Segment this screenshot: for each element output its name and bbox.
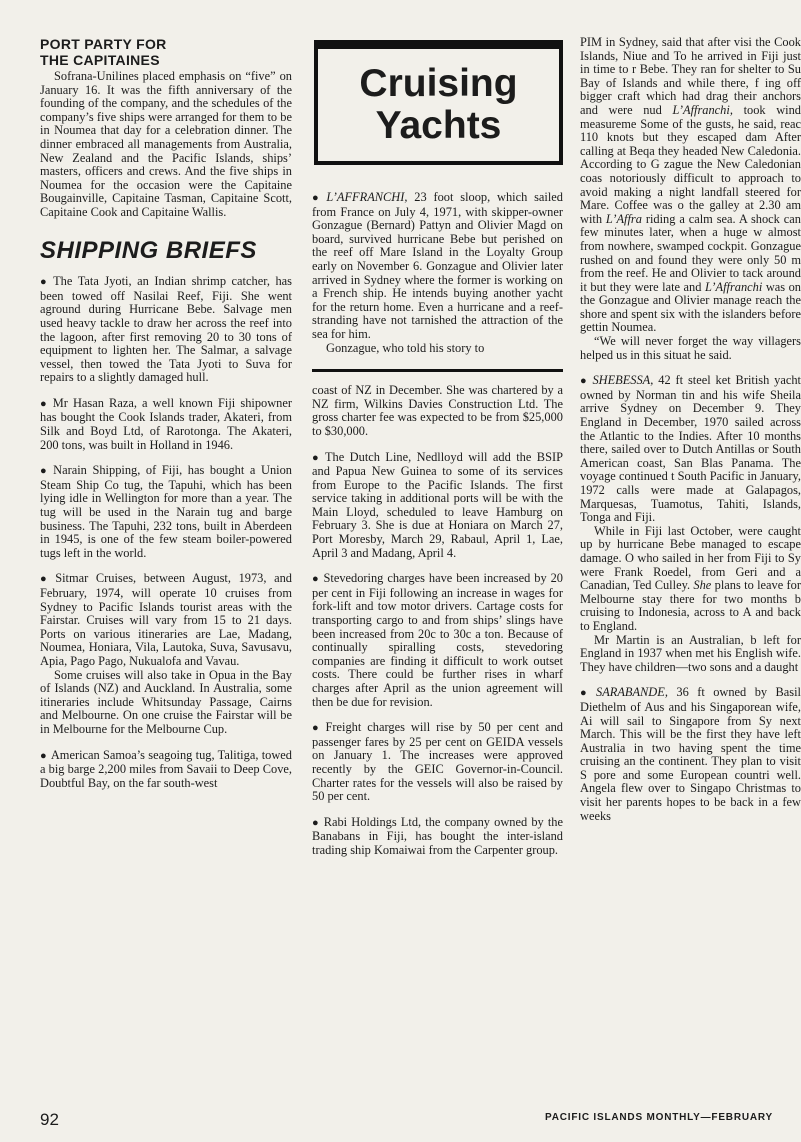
- brief-item: ● Sitmar Cruises, between August, 1973, and February, 1974, will operate 10 cruises from Sydney to Pacific Islands tourist areas with the Fairstar. Cruises will vary from 15 to 21 days. Ports on various itineraries are Lae, Madang, Noumea, Honiara, Vila, Lautoka, Suva, Savusavu, Apia, Pago Pago, Nukualofa and Vavau.: [40, 571, 292, 668]
- brief-item: ● Mr Hasan Raza, a well known Fiji shipowner has bought the Cook Islands trader, Akateri, from Silk and Boyd Ltd, of Rarotonga. The Akateri, 200 tons, was built in Holland in 1946.: [40, 395, 292, 452]
- bullet-icon: ●: [312, 722, 322, 735]
- column-middle: [312, 36, 563, 1056]
- port-party-heading: [40, 36, 292, 68]
- heading-line-1: PORT PARTY FOR: [40, 36, 167, 52]
- bullet-icon: ●: [40, 465, 50, 478]
- yacht-item-continued: Mr Martin is an Australian, b left for England in 1937 when met his English wife. They have children—two sons and a daught: [580, 632, 801, 674]
- yacht-item: ● SARABANDE, 36 ft owned by Basil Diethelm of Aus and his Singaporean wife, Ai will sail to Singapore from Sy next March. This will be the first they have left Australia in two having spent the time cruising an the continent. They plan to visit S pore and some European countri well. Angela flew over to Singapo Christmas to visit her parents hopes to be back in a few weeks: [580, 685, 801, 823]
- page-number: 92: [40, 1110, 59, 1129]
- bullet-icon: ●: [40, 276, 50, 289]
- brief-item: ● Narain Shipping, of Fiji, has bought a Union Steam Ship Co tug, the Tapuhi, which has been lying idle in Wellington for more than a year. The tug will be used in the Narain tug and barge business. The Tapuhi, 232 tons, built in Aberdeen in 1945, is one of the few steam boiler-powered tugs left in the world.: [40, 463, 292, 560]
- yacht-item-continued: Gonzague, who told his story to: [326, 340, 485, 355]
- bullet-icon: ●: [40, 397, 49, 410]
- section-divider: [312, 369, 563, 372]
- cruising-yachts-title-box: [314, 40, 563, 165]
- brief-item: ● The Tata Jyoti, an Indian shrimp catcher, has been towed off Nasilai Reef, Fiji. She went aground during Hurricane Bebe. Salvage men used heavy tackle to draw her across the reef into the lagoon, after first removing 20 to 30 tons of equipment to lighten her. The Salmar, a salvage vessel, then towed the Tata Jyoti to Suva for repairs to a slightly damaged hull.: [40, 274, 292, 385]
- port-party-article: Sofrana-Unilines placed emphasis on “five” on January 16. It was the fifth anniversary of the founding of the company, and the schedules of the company’s five ships were arranged for them to be in Noumea that day for a celebration dinner. The dinner embraced all managements from Australia, New Zealand and the Pacific Islands, ships’ masters, officers and crews. And the five ships in Noumea for the occasion were the Capitaine Bougainville, Capitaine Tasman, Capitaine Scott, Capitaine Cook and Capitaine Wallis.: [40, 69, 292, 219]
- yacht-quote: “We will never forget the way villagers helped us in this situat he said.: [580, 334, 801, 362]
- brief-item: ● Freight charges will rise by 50 per cent and passenger fares by 25 per cent on GEIDA vessels on January 1. The increases were approved recently by the GEIC Governor-in-Council. Charter rates for the vessels will also be raised by 50 per cent.: [312, 720, 563, 804]
- bullet-icon: ●: [580, 375, 589, 388]
- yacht-name: SARABANDE,: [596, 685, 668, 700]
- yacht-item-continued: While in Fiji last October, were caught up by hurricane Bebe managed to escape damage. O who sailed in her from Fiji to Sy were Frank Roedel, from Geri and a Canadian, Ted Culley. She plans to leave for Melbourne stay there for two months b cruising to Indonesia, across to A and back to England.: [580, 523, 801, 633]
- brief-item: ● The Dutch Line, Nedlloyd will add the BSIP and Papua New Guinea to some of its services from Europe to the Pacific Islands. The first service taking in additional ports will be with the Main Lloyd, scheduled to leave Hamburg on February 3. She is due at Honiara on March 27, Port Moresby, March 29, Rabaul, April 1, Lae, April 3 and Madang, April 4.: [312, 449, 563, 560]
- column-left: [40, 36, 292, 1056]
- shipping-briefs-heading: SHIPPING BRIEFS: [40, 236, 257, 264]
- yacht-item: ● SHEBESSA, 42 ft steel ket British yacht owned by Norman tin and his wife Sheila arrive Sydney on December 9. They England in December, 1970 sailed across the Atlantic to the Indies. After 10 months there, sailed over to Dutch Antillas or South American coast, San Blas Panama. The voyage continued t South Pacific in January, 1972 calls were made at Galapagos, Marquesas, Tuamotus, Tahiti, Islands, Tonga and Fiji.: [580, 373, 801, 525]
- bullet-icon: ●: [312, 573, 320, 586]
- heading-line-2: THE CAPITAINES: [40, 52, 160, 68]
- brief-item: ● American Samoa’s seagoing tug, Talitiga, towed a big barge 2,200 miles from Savaii to Deep Cove, Doubtful Bay, on the far south-west: [40, 747, 292, 790]
- publication-footer: PACIFIC ISLANDS MONTHLY—FEBRUARY: [545, 1112, 774, 1123]
- yacht-name: L’AFFRANCHI,: [326, 190, 408, 204]
- title-line-2: Yachts: [375, 104, 502, 147]
- title-line-1: Cruising: [359, 62, 518, 105]
- yacht-name: SHEBESSA,: [592, 373, 654, 388]
- brief-item: ● Stevedoring charges have been increased by 20 per cent in Fiji following an increase in wages for fork-lift and tow motor drivers. Cartage costs for transporting cargo to and from ships’ slings have been increased from 20c to 30c a ton. Because of continually spiralling costs, stevedoring companies are finding it difficult to work outset costs. There could be further rises in wharf charges after April as the union agreement will then be due for revision.: [312, 571, 563, 709]
- bullet-icon: ●: [312, 451, 321, 464]
- bullet-icon: ●: [40, 749, 47, 762]
- brief-item-continued: Some cruises will also take in Opua in the Bay of Islands (NZ) and Auckland. In Australia, some itineraries include Whitsunday Passage, Cairns and Melbourne. On one cruise the Fairstar will be in Melbourne for the Melbourne Cup.: [40, 667, 292, 736]
- bullet-icon: ●: [40, 573, 52, 586]
- brief-item-continued: coast of NZ in December. She was chartered by a NZ firm, Wilkins Davies Construction Ltd. The gross charter fee was expected to be from $25,000 to $30,000.: [312, 383, 563, 438]
- bullet-icon: ●: [312, 192, 323, 204]
- yacht-item: ● L’AFFRANCHI, 23 foot sloop, which sailed from France on July 4, 1971, with skipper-owner Gonzague (Bernard) Pattyn and Olivier Magd on board, survived hurricane Bebe but perished on the reef off Mare Island in the Loyalty Group early on November 6. Gonzague and Olivier later arrived in Sydney where the former is working on a French ship. He intends buying another yacht for the return home. Even a hurricane and a reef-stranding have not tarnished the attraction of the sea for him.: [312, 190, 563, 341]
- bullet-icon: ●: [580, 687, 592, 700]
- yacht-item-continued: PIM in Sydney, said that after visi the Cook Islands, Niue and To he arrived in Fiji just in time to r Bebe. They ran for shelter to Su Bay of Islands and while there, f ing off bigger craft which had drag their anchors and were nud L’Affranchi, took wind measureme Some of the gusts, he said, reac 110 knots but they escaped dam After calling at Beqa they headed New Caledonia. According to G zague the New Caledonian coas notoriously difficult to approach to avoid making a night landfall steered for Mare. Coffee was o the galley at 2.30 am with L’Affra riding a calm sea. A shock can few minutes later, when a huge w almost from nowhere, swamped cockpit. Gonzague rushed on and found they were only 50 m from the reef. He and Olivier to tack around it but they were late and L’Affranchi was on the Gonzague and Olivier manage reach the shore and spent six with the islanders before gettin Noumea.: [580, 36, 801, 335]
- brief-item: ● Rabi Holdings Ltd, the company owned by the Banabans in Fiji, has bought the inter-island trading ship Komaiwai from the Carpenter group.: [312, 814, 563, 857]
- column-right: [580, 36, 801, 1056]
- bullet-icon: ●: [312, 816, 320, 829]
